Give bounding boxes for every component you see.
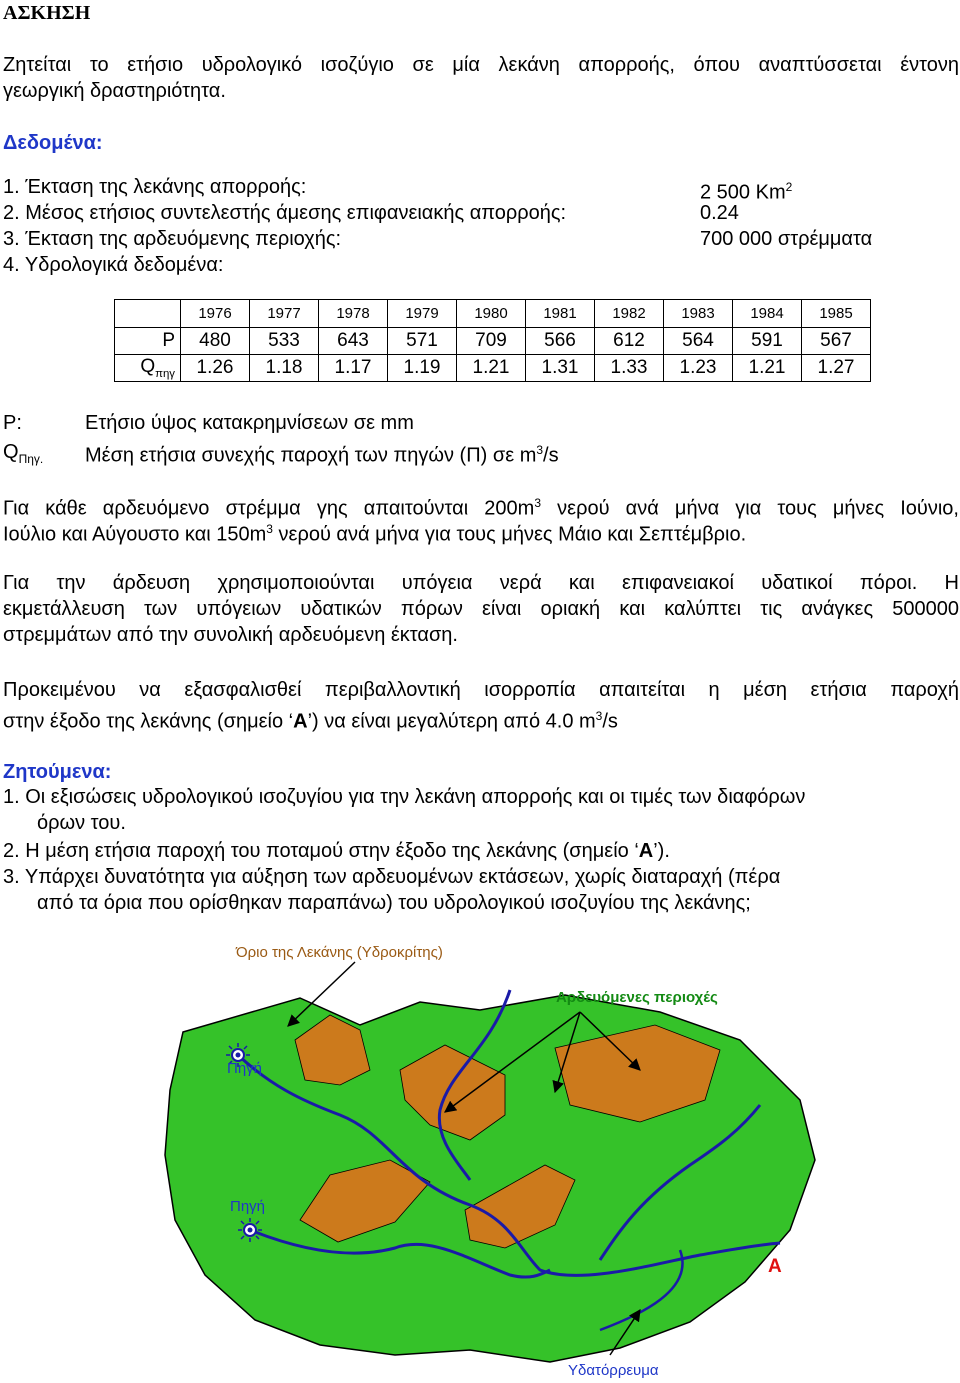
p-cell: 566 [526, 328, 595, 355]
row-label-q: $Q_{\pi\eta\gamma}$ [115, 355, 181, 382]
year-cell: 1983 [664, 300, 733, 328]
q-cell: 1.31 [526, 355, 595, 382]
paragraph-3-line-2: στην έξοδο της λεκάνης (σημείο ‘Α’) να είναι μεγαλύτερη από 4.0 $m^3/s$ [3, 709, 618, 733]
item-4-label: 4. Υδρολογικά δεδομένα: [3, 254, 224, 276]
year-cell: 1985 [802, 300, 871, 328]
year-cell: 1981 [526, 300, 595, 328]
exercise-title: ΑΣΚΗΣΗ [3, 2, 91, 24]
item-3-label: 3. Έκταση της αρδευόμενης περιοχής: [3, 228, 342, 250]
paragraph-1-line-2: Ιούλιο και Αύγουστο και $150m^3$ νερού ανά μήνα για τους μήνες Μάιο και Σεπτέμβριο. [3, 522, 747, 546]
q-cell: 1.21 [457, 355, 526, 382]
paragraph-2-line-2: εκμετάλλευση των υπόγειων υδατικών πόρων είναι οριακή και καλύπτει τις ανάγκες 500000 [3, 598, 959, 620]
item-2-label: 2. Μέσος ετήσιος συντελεστής άμεσης επιφανειακής απορροής: [3, 202, 567, 224]
question-3-line-1: 3. Υπάρχει δυνατότητα για αύξηση των αρδευομένων εκτάσεων, χωρίς διαταραχή (πέρα [3, 866, 781, 888]
item-1-label: 1. Έκταση της λεκάνης απορροής: [3, 176, 307, 198]
spring-icon [238, 1218, 262, 1242]
year-cell: 1976 [181, 300, 250, 328]
paragraph-1-line-1: Για κάθε αρδευόμενο στρέμμα γης απαιτούνται $200m^3$ νερού ανά μήνα για τους μήνες Ιούνιο, [3, 496, 959, 520]
hydrological-data-table [114, 299, 871, 382]
boundary-label: Όριο της Λεκάνης (Υδροκρίτης) [236, 944, 443, 961]
question-1-line-1: 1. Οι εξισώσεις υδρολογικού ισοζυγίου για την λεκάνη απορροής και οι τιμές των διαφόρων [3, 786, 806, 808]
source-label-2: Πηγή [230, 1198, 266, 1215]
irrigated-areas-label: Αρδευόμενες περιοχές [556, 989, 718, 1006]
legend-p-description: Ετήσιο ύψος κατακρημνίσεων σε mm [85, 412, 414, 434]
q-cell: 1.27 [802, 355, 871, 382]
question-1-line-2: όρων του. [37, 812, 126, 834]
paragraph-3-line-1: Προκειμένου να εξασφαλισθεί περιβαλλοντική ισορροπία απαιτείται η μέση ετήσια παροχή [3, 679, 959, 701]
year-cell: 1979 [388, 300, 457, 328]
legend-q-symbol: $Q_{\Pi\eta\gamma.}$ [3, 441, 44, 466]
p-cell: 612 [595, 328, 664, 355]
year-cell: 1977 [250, 300, 319, 328]
q-cell: 1.21 [733, 355, 802, 382]
year-cell: 1982 [595, 300, 664, 328]
item-2-value: 0.24 [700, 202, 739, 224]
paragraph-2-line-1: Για την άρδευση χρησιμοποιούνται υπόγεια νερά και επιφανειακοί υδατικοί πόροι. Η [3, 572, 959, 594]
basin-map [0, 930, 960, 1383]
paragraph-2-line-3: στρεμμάτων από την συνολική αρδευόμενη έκταση. [3, 624, 458, 646]
p-cell: 564 [664, 328, 733, 355]
q-cell: 1.19 [388, 355, 457, 382]
p-cell: 643 [319, 328, 388, 355]
precipitation-row [115, 328, 871, 355]
item-1-value: 2 500 Km$^2$ [700, 180, 793, 204]
p-cell: 709 [457, 328, 526, 355]
p-cell: 591 [733, 328, 802, 355]
p-cell: 480 [181, 328, 250, 355]
stream-label: Υδατόρρευμα [568, 1362, 659, 1379]
p-cell: 571 [388, 328, 457, 355]
corner-cell [115, 300, 181, 328]
item-3-value: 700 000 στρέμματα [700, 228, 873, 250]
p-cell: 567 [802, 328, 871, 355]
legend-q-description: Μέση ετήσια συνεχής παροχή των πηγών (Π) σε $m^3/s$ [85, 443, 559, 467]
p-cell: 533 [250, 328, 319, 355]
questions-heading: Ζητούμενα: [3, 761, 112, 783]
spring-discharge-row [115, 355, 871, 382]
year-row [115, 300, 871, 328]
data-heading: Δεδομένα: [3, 132, 103, 154]
year-cell: 1980 [457, 300, 526, 328]
intro-line-2: γεωργική δραστηριότητα. [3, 80, 226, 102]
year-cell: 1984 [733, 300, 802, 328]
q-cell: 1.23 [664, 355, 733, 382]
row-label-p: P [115, 328, 181, 355]
legend-p-symbol: P: [3, 412, 22, 434]
q-cell: 1.26 [181, 355, 250, 382]
source-label-1: Πηγή [227, 1060, 263, 1077]
year-cell: 1978 [319, 300, 388, 328]
question-2: 2. Η μέση ετήσια παροχή του ποταμού στην έξοδο της λεκάνης (σημείο ‘Α’). [3, 840, 670, 862]
intro-line-1: Ζητείται το ετήσιο υδρολογικό ισοζύγιο σε μία λεκάνη απορροής, όπου αναπτύσσεται έντονη [3, 54, 959, 76]
outlet-label: Α [768, 1256, 782, 1277]
question-3-line-2: από τα όρια που ορίσθηκαν παραπάνω) του υδρολογικού ισοζυγίου της λεκάνης; [37, 892, 751, 914]
q-cell: 1.33 [595, 355, 664, 382]
q-cell: 1.17 [319, 355, 388, 382]
q-cell: 1.18 [250, 355, 319, 382]
